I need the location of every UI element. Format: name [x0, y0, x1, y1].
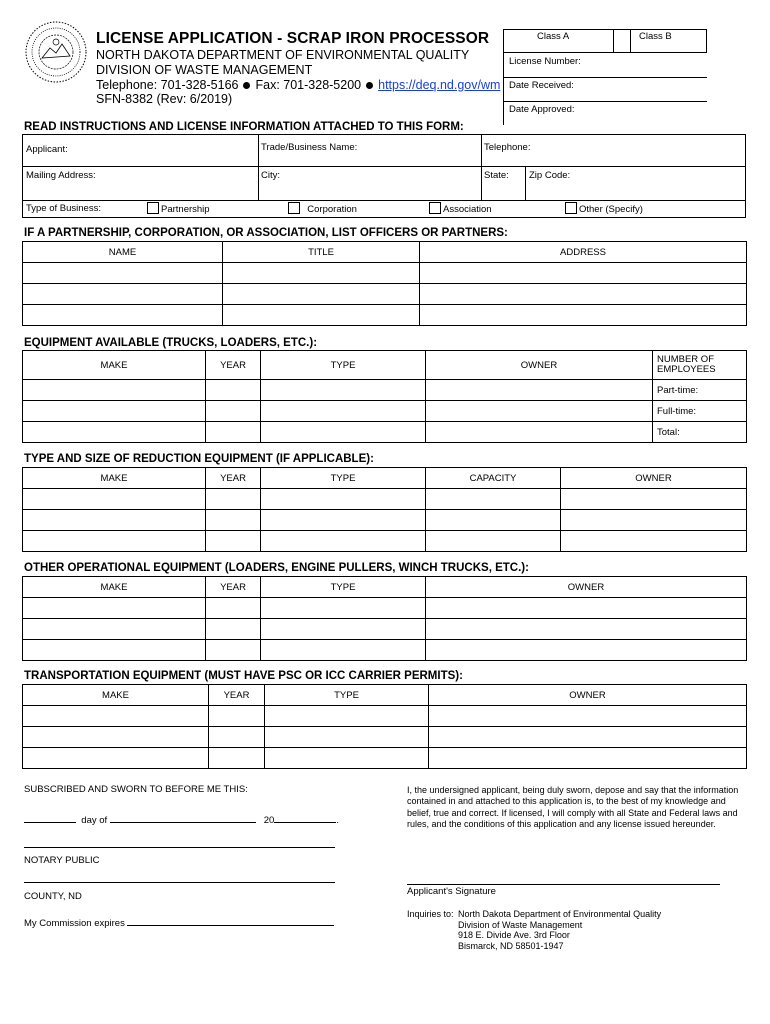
table-row	[23, 619, 747, 640]
table-cell[interactable]	[206, 401, 261, 422]
table-cell[interactable]	[426, 510, 561, 531]
date-approved-field[interactable]: Date Approved:	[509, 104, 575, 115]
table-cell[interactable]	[23, 619, 206, 640]
table-cell[interactable]	[426, 531, 561, 552]
commission-line	[24, 915, 334, 929]
column-header: YEAR	[209, 685, 265, 706]
table-cell[interactable]	[429, 727, 747, 748]
column-header: TYPE	[261, 577, 426, 598]
column-header: NAME	[23, 242, 223, 263]
table-cell[interactable]	[426, 380, 653, 401]
day-field[interactable]	[24, 812, 76, 823]
address-line: Division of Waste Management	[458, 919, 583, 930]
table-cell[interactable]	[426, 401, 653, 422]
day-of-label: day of	[81, 815, 108, 826]
table-cell[interactable]	[23, 706, 209, 727]
class-b-label: Class B	[639, 31, 672, 42]
inquiries-address	[458, 909, 661, 951]
table-cell[interactable]	[261, 619, 426, 640]
association-checkbox[interactable]	[429, 202, 441, 214]
commission-label: My Commission expires	[24, 918, 125, 929]
bullet-icon	[366, 82, 373, 89]
column-header: OWNER	[426, 351, 653, 380]
table-cell[interactable]	[420, 284, 747, 305]
table-row	[23, 706, 747, 727]
fax-text: Fax: 701-328-5200	[255, 78, 362, 92]
subscribed-text: SUBSCRIBED AND SWORN TO BEFORE ME THIS:	[24, 784, 248, 795]
table-row	[23, 748, 747, 769]
partnership-option[interactable]	[147, 202, 210, 215]
applicant-info-box	[22, 134, 746, 218]
table-header-row	[23, 351, 747, 380]
table-cell[interactable]	[261, 422, 426, 443]
office-use-box	[503, 29, 707, 125]
state-field[interactable]: State:	[484, 170, 509, 181]
table-cell[interactable]	[206, 489, 261, 510]
table-cell[interactable]	[23, 727, 209, 748]
table-cell[interactable]	[426, 598, 747, 619]
employees-header: NUMBER OF EMPLOYEES	[653, 351, 747, 380]
table-cell[interactable]	[429, 748, 747, 769]
table-cell[interactable]	[426, 619, 747, 640]
applicant-signature-line[interactable]	[407, 884, 720, 885]
column-header: YEAR	[206, 468, 261, 489]
form-title: LICENSE APPLICATION - SCRAP IRON PROCESSOR	[96, 30, 490, 47]
trade-name-field[interactable]: Trade/Business Name:	[261, 142, 358, 153]
table-header-row	[23, 468, 747, 489]
table-cell[interactable]	[561, 489, 747, 510]
zip-code-field[interactable]: Zip Code:	[529, 170, 571, 181]
county-line[interactable]	[24, 882, 335, 883]
table-cell[interactable]	[206, 531, 261, 552]
corporation-label: Corporation	[307, 204, 357, 215]
year-prefix-label: 20	[263, 815, 275, 826]
address-line: North Dakota Department of Environmental Quality	[458, 909, 662, 919]
table-cell[interactable]	[23, 380, 206, 401]
column-header: YEAR	[206, 351, 261, 380]
table-header-row	[23, 242, 747, 263]
table-row	[23, 380, 747, 401]
table-cell[interactable]	[206, 380, 261, 401]
notary-date-line: day of 20 .	[24, 812, 339, 826]
corporation-option[interactable]	[288, 202, 357, 215]
table-cell[interactable]	[223, 284, 420, 305]
table-cell[interactable]	[223, 263, 420, 284]
table-cell[interactable]	[261, 598, 426, 619]
operational-heading: OTHER OPERATIONAL EQUIPMENT (LOADERS, ENGINE PULLERS, WINCH TRUCKS, ETC.):	[24, 562, 529, 574]
division-name: DIVISION OF WASTE MANAGEMENT	[96, 63, 313, 77]
table-cell[interactable]	[265, 727, 429, 748]
column-header: TYPE	[265, 685, 429, 706]
table-cell[interactable]	[420, 305, 747, 326]
table-cell[interactable]	[23, 489, 206, 510]
table-cell[interactable]	[209, 727, 265, 748]
date-received-field[interactable]: Date Received:	[509, 80, 574, 91]
table-row	[23, 640, 747, 661]
column-header: TITLE	[223, 242, 420, 263]
inquiries-label: Inquiries to:	[407, 909, 454, 919]
full-time-field[interactable]: Full-time:	[653, 401, 747, 422]
table-cell[interactable]	[23, 305, 223, 326]
year-field[interactable]	[274, 812, 336, 823]
notary-signature-line[interactable]	[24, 847, 335, 848]
address-line: 918 E. Divide Ave. 3rd Floor	[458, 930, 570, 940]
table-cell[interactable]	[426, 489, 561, 510]
officers-heading: IF A PARTNERSHIP, CORPORATION, OR ASSOCIATION, LIST OFFICERS OR PARTNERS:	[24, 227, 508, 239]
other-checkbox[interactable]	[565, 202, 577, 214]
table-row	[23, 727, 747, 748]
commission-expires-field[interactable]	[127, 915, 334, 926]
table-cell[interactable]	[23, 284, 223, 305]
column-header: OWNER	[561, 468, 747, 489]
table-cell[interactable]	[426, 640, 747, 661]
table-cell[interactable]	[209, 706, 265, 727]
table-cell[interactable]	[223, 305, 420, 326]
telephone-field[interactable]: Telephone:	[484, 142, 531, 153]
month-field[interactable]	[110, 812, 256, 823]
table-cell[interactable]	[261, 401, 426, 422]
column-header: TYPE	[261, 468, 426, 489]
equipment-table	[22, 350, 747, 443]
table-cell[interactable]	[426, 422, 653, 443]
table-header-row	[23, 685, 747, 706]
table-cell[interactable]	[261, 640, 426, 661]
transport-table	[22, 684, 747, 769]
column-header: MAKE	[23, 468, 206, 489]
inquiries-block	[407, 909, 454, 920]
license-number-field[interactable]: License Number:	[509, 56, 581, 67]
table-row	[23, 489, 747, 510]
website-link[interactable]: https://deq.nd.gov/wm	[378, 78, 501, 92]
table-header-row	[23, 577, 747, 598]
equipment-heading: EQUIPMENT AVAILABLE (TRUCKS, LOADERS, ETC.):	[24, 337, 318, 349]
column-header: ADDRESS	[420, 242, 747, 263]
column-header: MAKE	[23, 351, 206, 380]
corporation-checkbox[interactable]	[288, 202, 300, 214]
class-a-checkbox[interactable]	[613, 29, 631, 53]
table-cell[interactable]	[206, 510, 261, 531]
table-cell[interactable]	[206, 422, 261, 443]
column-header: YEAR	[206, 577, 261, 598]
table-row	[23, 510, 747, 531]
table-cell[interactable]	[429, 706, 747, 727]
table-cell[interactable]	[23, 422, 206, 443]
form-number: SFN-8382 (Rev: 6/2019)	[96, 92, 233, 106]
class-a-label: Class A	[537, 31, 570, 42]
telephone-text: Telephone: 701-328-5166	[96, 78, 239, 92]
reduction-heading: TYPE AND SIZE OF REDUCTION EQUIPMENT (IF APPLICABLE):	[24, 453, 374, 465]
column-header: MAKE	[23, 685, 209, 706]
officers-table	[22, 241, 747, 326]
bullet-icon	[243, 82, 250, 89]
total-field[interactable]: Total:	[653, 422, 747, 443]
address-line: Bismarck, ND 58501-1947	[458, 940, 564, 951]
mailing-address-field[interactable]: Mailing Address:	[26, 170, 96, 181]
partnership-label: Partnership	[161, 204, 210, 215]
table-cell[interactable]	[561, 510, 747, 531]
table-cell[interactable]	[209, 748, 265, 769]
table-cell[interactable]	[23, 748, 209, 769]
column-header: OWNER	[426, 577, 747, 598]
transport-heading: TRANSPORTATION EQUIPMENT (MUST HAVE PSC OR ICC CARRIER PERMITS):	[24, 670, 463, 682]
type-of-business-label: Type of Business:	[26, 203, 101, 214]
other-label: Other (Specify)	[579, 204, 643, 215]
table-cell[interactable]	[265, 706, 429, 727]
city-field[interactable]: City:	[261, 170, 280, 181]
applicant-signature-label: Applicant's Signature	[407, 886, 496, 897]
table-cell[interactable]	[23, 263, 223, 284]
table-cell[interactable]	[206, 640, 261, 661]
table-cell[interactable]	[265, 748, 429, 769]
contact-line	[96, 78, 500, 93]
table-row	[23, 401, 747, 422]
table-cell[interactable]	[561, 531, 747, 552]
table-cell[interactable]	[261, 380, 426, 401]
association-option[interactable]	[429, 202, 492, 215]
column-header: CAPACITY	[426, 468, 561, 489]
department-name: NORTH DAKOTA DEPARTMENT OF ENVIRONMENTAL QUALITY	[96, 48, 470, 62]
table-cell[interactable]	[206, 598, 261, 619]
table-row	[23, 284, 747, 305]
table-cell[interactable]	[420, 263, 747, 284]
table-row	[23, 263, 747, 284]
column-header: OWNER	[429, 685, 747, 706]
table-cell[interactable]	[23, 510, 206, 531]
table-cell[interactable]	[206, 619, 261, 640]
association-label: Association	[443, 204, 492, 215]
declaration-text: I, the undersigned applicant, being duly sworn, depose and say that the information contained in and attached to this application is, to the best of my knowledge and belief, true and correct. If licensed, I will comply with all State and Federal laws and rules, and the conditions of this application and any license issued hereunder.	[407, 785, 739, 829]
table-row	[23, 422, 747, 443]
table-cell[interactable]	[261, 489, 426, 510]
table-cell[interactable]	[261, 510, 426, 531]
column-header: TYPE	[261, 351, 426, 380]
state-seal-logo	[24, 20, 88, 84]
reduction-table	[22, 467, 747, 552]
part-time-field[interactable]: Part-time:	[653, 380, 747, 401]
table-cell[interactable]	[261, 531, 426, 552]
table-row	[23, 531, 747, 552]
notary-public-label: NOTARY PUBLIC	[24, 855, 100, 866]
applicant-field[interactable]: Applicant:	[26, 144, 68, 155]
table-row	[23, 305, 747, 326]
partnership-checkbox[interactable]	[147, 202, 159, 214]
column-header: MAKE	[23, 577, 206, 598]
table-cell[interactable]	[23, 640, 206, 661]
instructions-heading: READ INSTRUCTIONS AND LICENSE INFORMATION ATTACHED TO THIS FORM:	[24, 121, 464, 133]
operational-table	[22, 576, 747, 661]
table-cell[interactable]	[23, 401, 206, 422]
other-option[interactable]	[565, 202, 643, 215]
county-label: COUNTY, ND	[24, 891, 82, 902]
table-cell[interactable]	[23, 598, 206, 619]
table-cell[interactable]	[23, 531, 206, 552]
table-row	[23, 598, 747, 619]
